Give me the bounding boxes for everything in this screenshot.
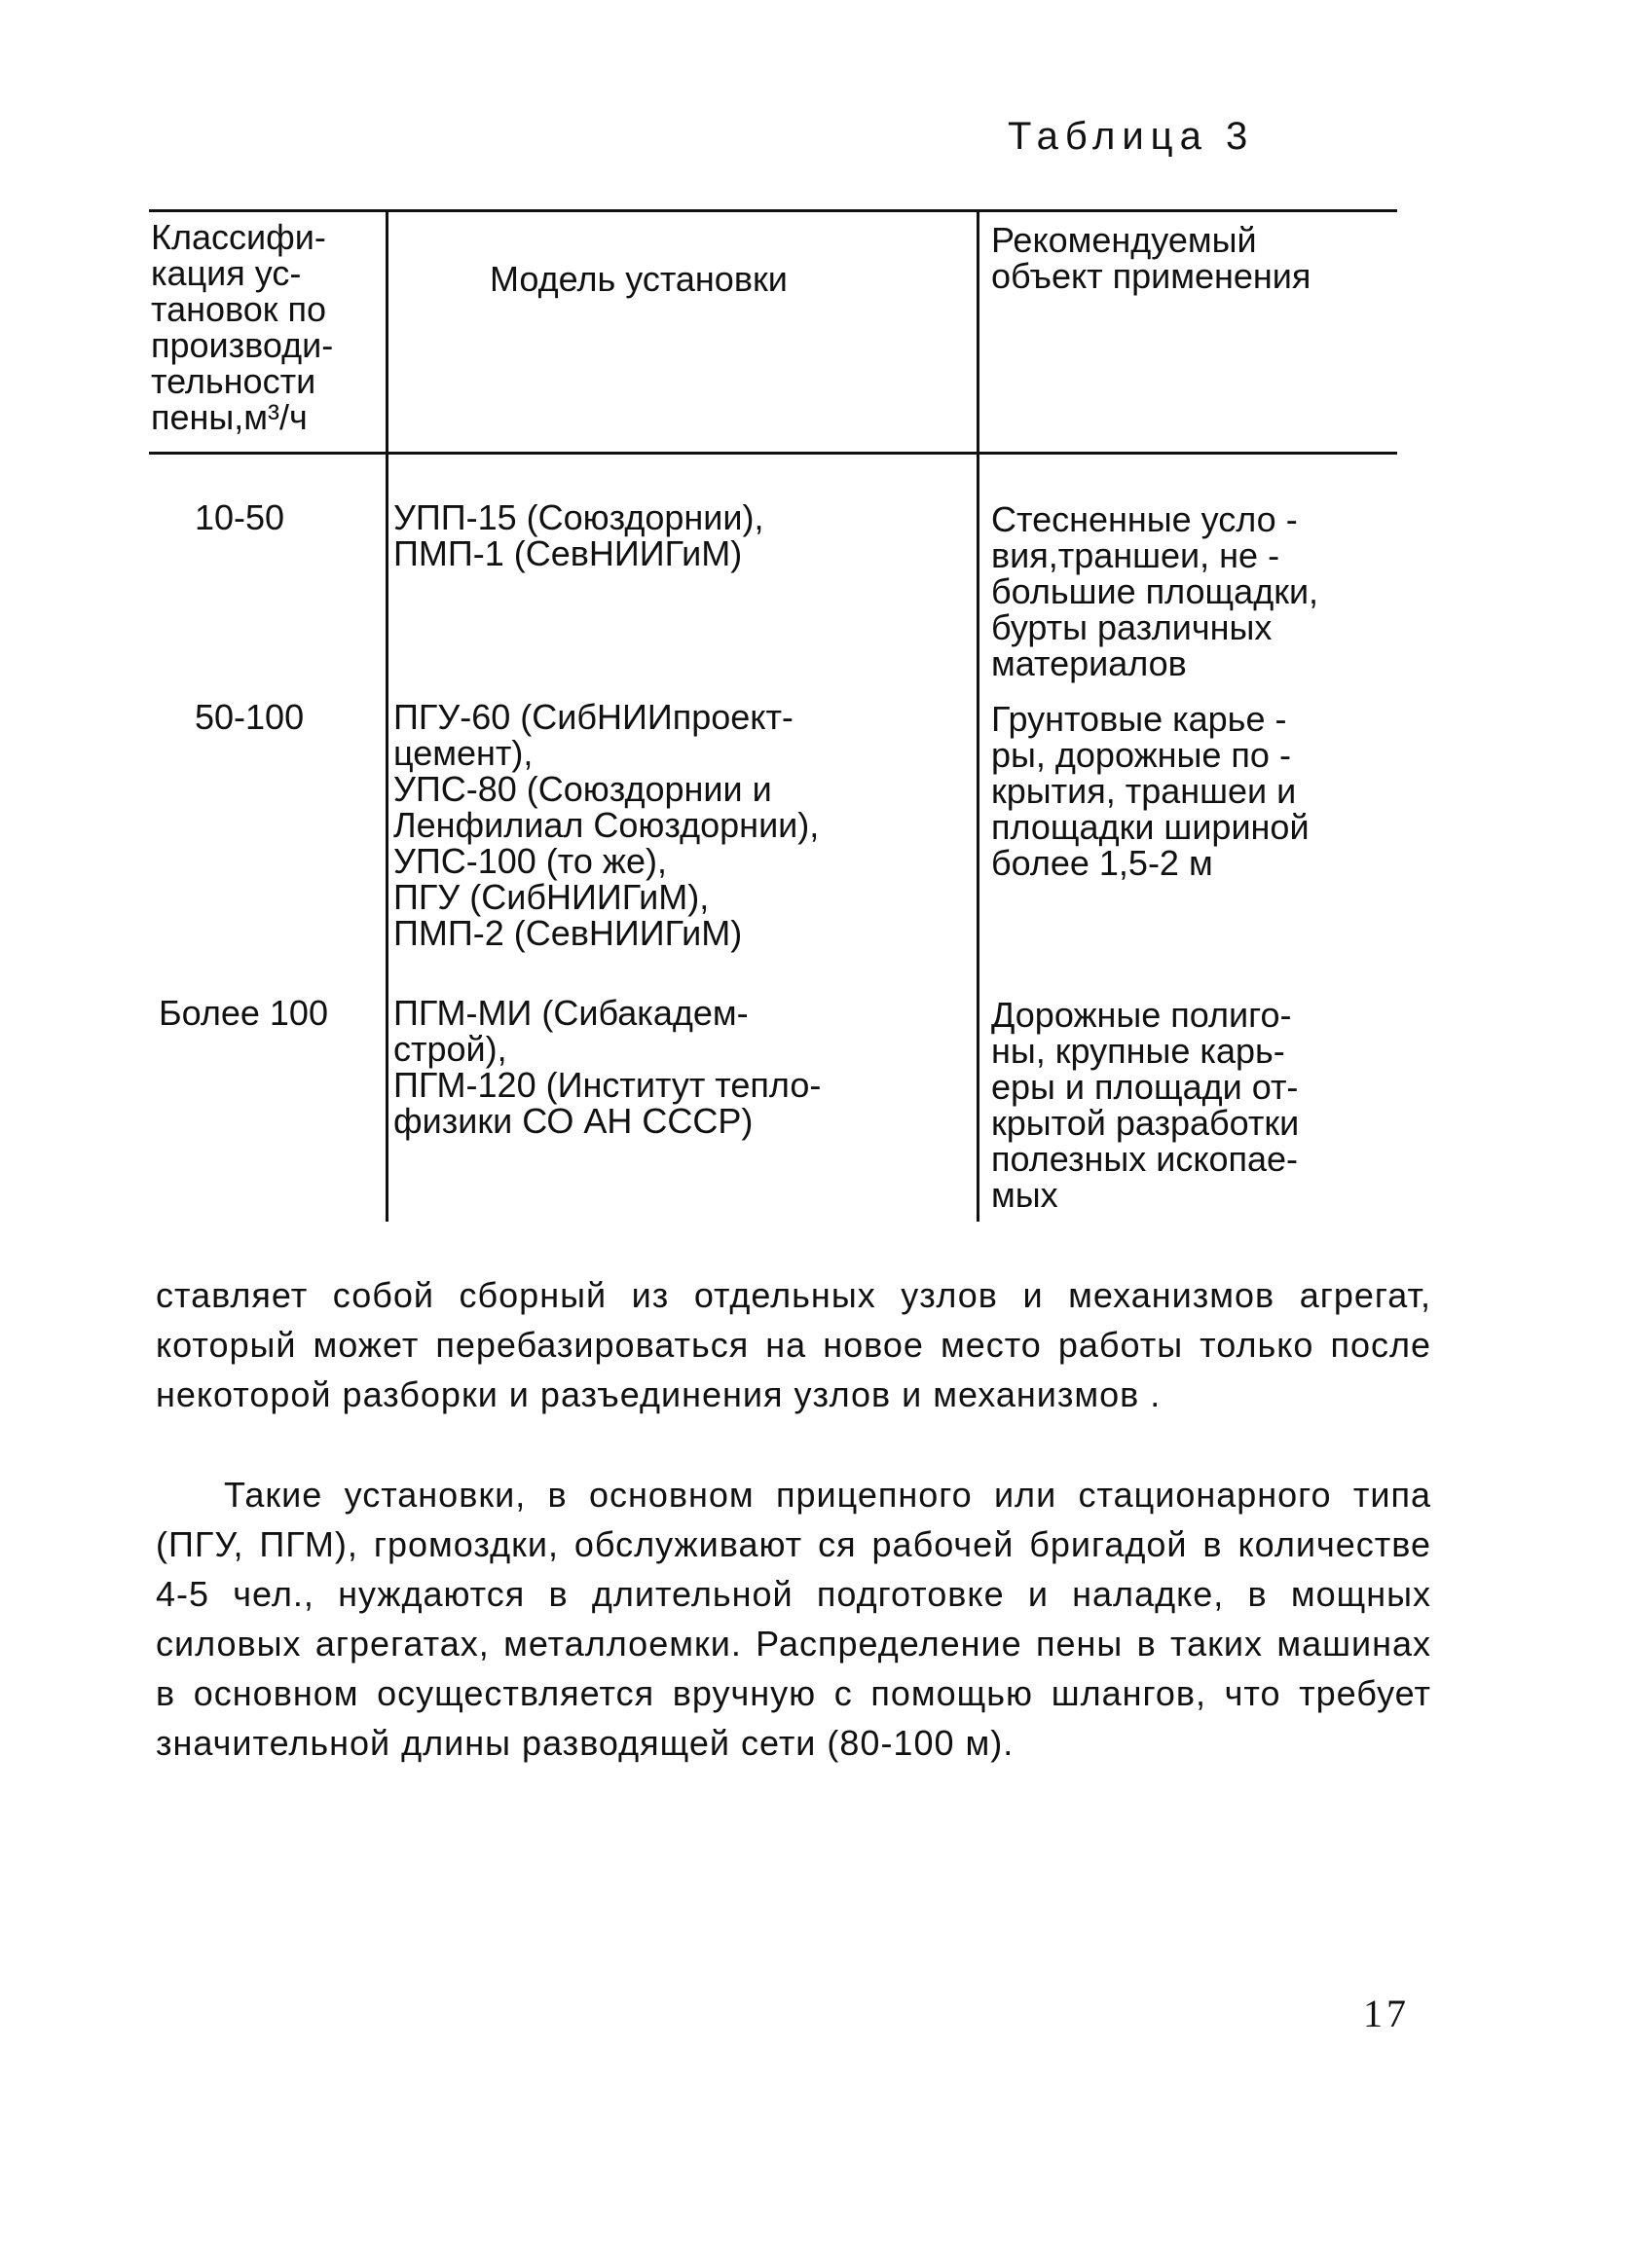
- header-object: Рекомендуемый объект применения: [991, 220, 1311, 296]
- table-column-divider-2: [977, 209, 979, 1222]
- header-model: Модель установки: [490, 259, 788, 299]
- page-number: 17: [1363, 1992, 1410, 2035]
- paragraph-installations: Такие установки, в основном прицепного или стационарного типа (ПГУ, ПГМ), громоздки, обслуживают ся рабочей бригадой в количестве 4-5 чел., нуждаются в длительной подготовке и наладке, в мощных силовых агрегатах, металлоемки. Распределение пены в таких машинах в основном осуществляется вручную с помощью шлангов, что требует значительной длины разводящей сети (80-100 м).: [156, 1475, 1431, 1763]
- row-1-model: УПП-15 (Союздорнии), ПМП-1 (СевНИИГиМ): [393, 497, 764, 573]
- row-3-model: ПГМ-МИ (Сибакадем- строй), ПГМ-120 (Институт тепло- физики СО АН СССР): [393, 993, 822, 1141]
- row-1-object: Стесненные усло - вия,траншеи, не - большие площадки, бурты различных материалов: [991, 499, 1319, 683]
- table-header-rule: [149, 452, 1397, 455]
- header-classification: Классифи- кация ус- тановок по производи- тельности пены,м³/ч: [151, 217, 334, 437]
- row-3-classification: Более 100: [159, 993, 328, 1033]
- row-2-model: ПГУ-60 (СибНИИпроект- цемент), УПС-80 (Союздорнии и Ленфилиал Союздорнии), УПС-100 (то же), ПГУ (СибНИИГиМ), ПМП-2 (СевНИИГиМ): [393, 697, 820, 953]
- table-caption: Таблица 3: [1008, 115, 1255, 158]
- row-2-classification: 50-100: [195, 697, 305, 737]
- row-3-object: Дорожные полиго- ны, крупные карь- еры и площади от- крытой разработки полезных ископае- мых: [991, 995, 1300, 1215]
- paragraph-continuation: ставляет собой сборный из отдельных узлов и механизмов агрегат, который может перебазироваться на новое место работы только после некоторой разборки и разъединения узлов и механизмов .: [156, 1275, 1431, 1414]
- row-2-object: Грунтовые карье - ры, дорожные по - крытия, траншеи и площадки шириной более 1,5-2 м: [991, 699, 1310, 883]
- row-1-classification: 10-50: [195, 497, 285, 537]
- table-column-divider-1: [386, 209, 388, 1222]
- table-top-rule: [149, 209, 1397, 212]
